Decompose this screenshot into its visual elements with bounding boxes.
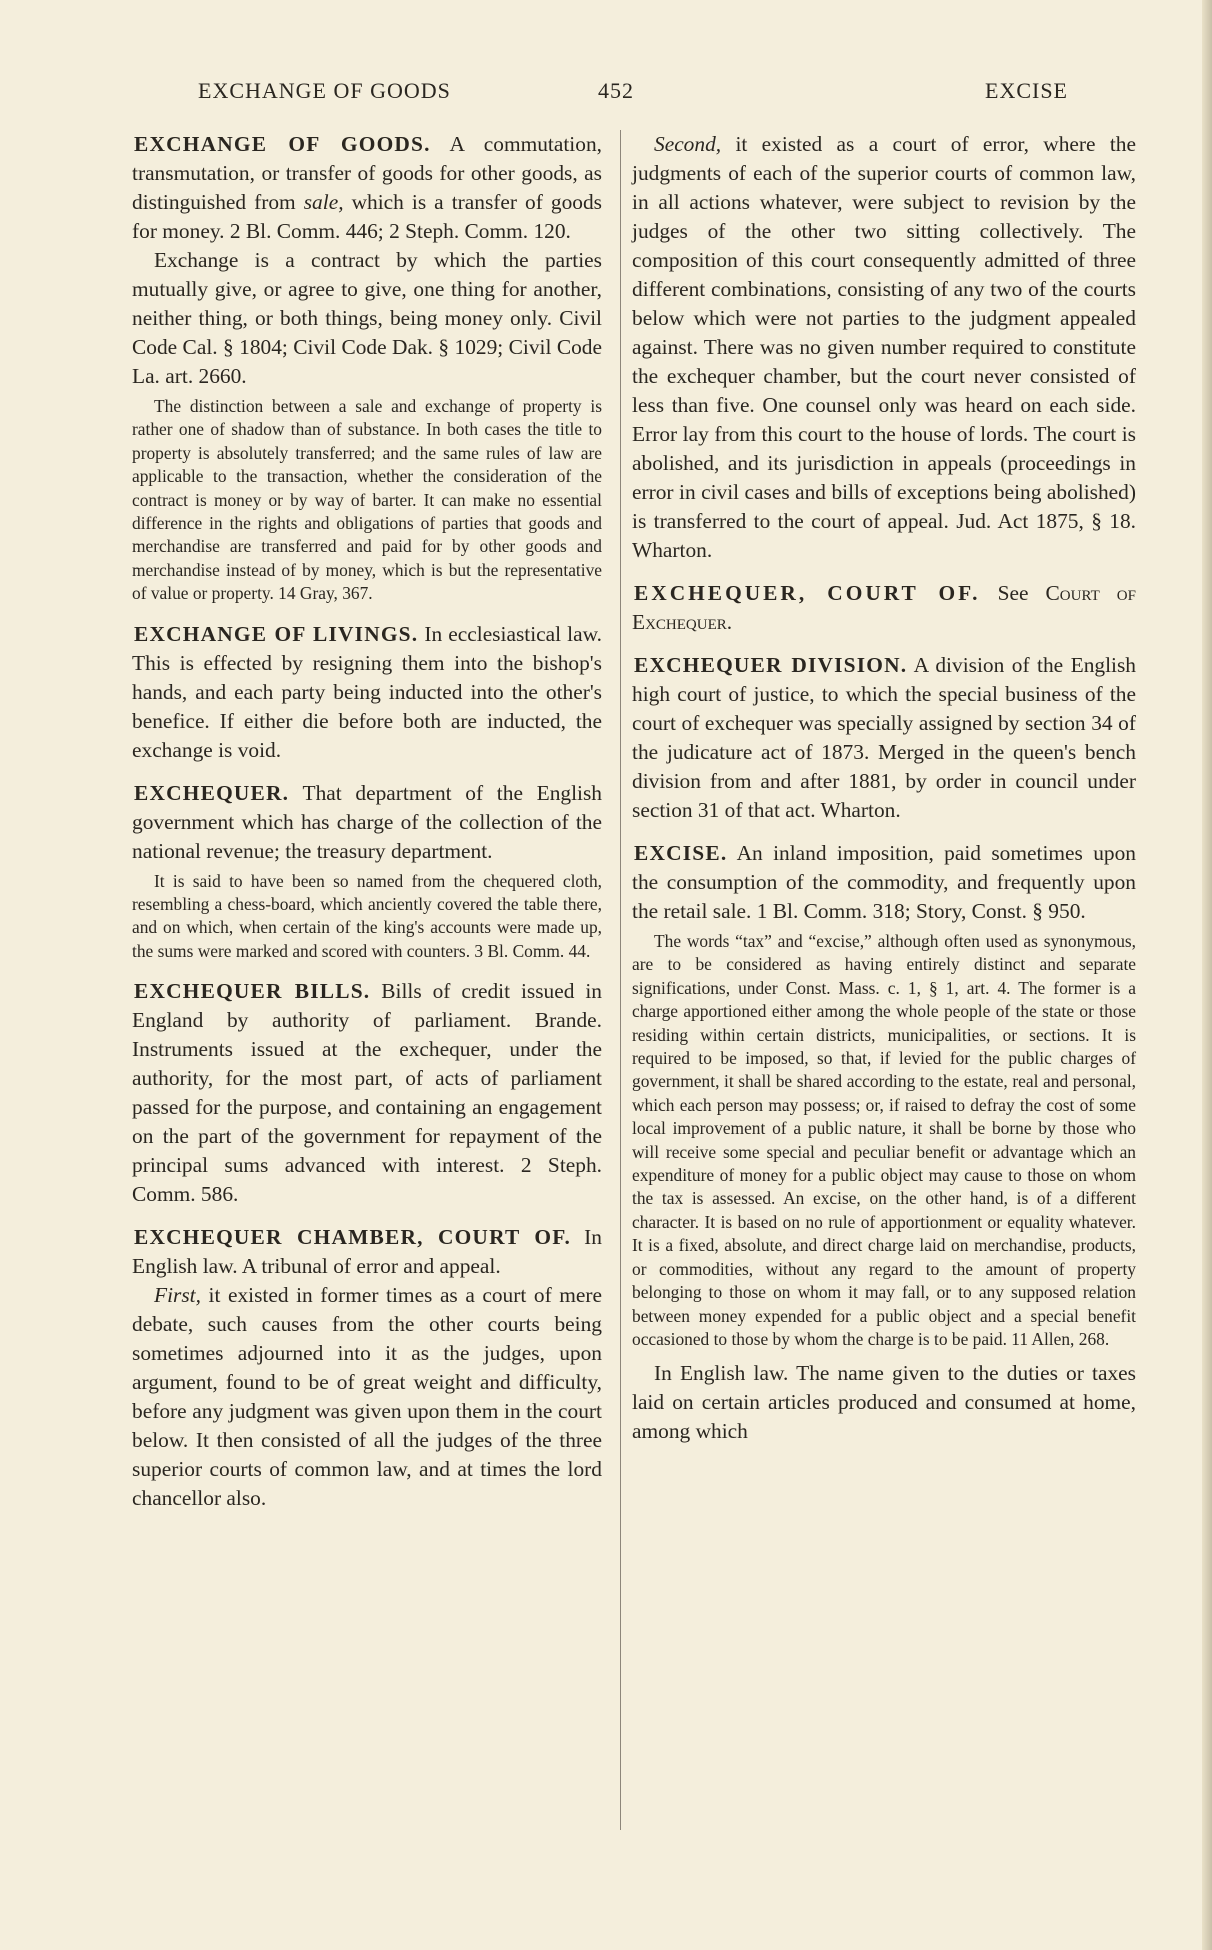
page-number: 452 <box>598 78 634 103</box>
entry-paragraph <box>632 130 1136 565</box>
running-header <box>150 78 1080 108</box>
entry-headword: EXCHEQUER. <box>134 780 290 805</box>
entry-text: A division of the English high court of justice, to which the special business of the court of exchequer was specially assigned by section 34 of the judicature act of 1873. Merged in the queen's bench division from and after 1881, by order in council under section 31 of that act. Wharton. <box>632 653 1137 822</box>
entry-text: it existed as a court of error, where the judgments of each of the superior courts of common law, in all actions whatever, were subject to revision by the judges of the other two sitting collectively. The composition of this court consequently admitted of three different combinations, consisting of any two of the courts below which were not parties to the judgment appealed against. There was no given number required to constitute the exchequer chamber, but the court never consisted of less than five. One counsel only was heard on each side. Error lay from this court to the house of lords. The court is abolished, and its jurisdiction in appeals (proceedings in error in civil cases and bills of exceptions being abolished) is transferred to the court of appeal. Jud. Act 1875, § 18. Wharton. <box>632 132 1136 562</box>
entry-paragraph <box>632 579 1136 637</box>
entry-note <box>132 395 602 606</box>
note-text: The words “tax” and “excise,” although often used as synonymous, are to be considered as having entirely distinct and separate significations, under Const. Mass. c. 1, § 1, art. 4. The former is a charge apportioned either among the whole people of the state or those residing within certain districts, municipalities, or sections. It is required to be imposed, so that, if levied for the public charges of government, it shall be shared according to the estate, real and personal, which each person may possess; or, if raised to defray the cost of some local improvement of a public nature, it shall be borne by those who will receive some special and peculiar benefit or advantage which an expenditure of money for a public object may cause to those on whom the tax is assessed. An excise, on the other hand, is of a different character. It is based on no rule of apportionment or equality whatever. It is a fixed, absolute, and direct charge laid on merchandise, products, or commodities, without any regard to the amount of property belonging to those on whom it may fall, or to any supposed relation between money expended for a public object and a special benefit occasioned to those by whom the charge is to be paid. 11 Allen, 268. <box>632 931 1136 1349</box>
entry-paragraph: In English law. The name given to the duties or taxes laid on certain articles produced and consumed at home, among which <box>632 1361 1136 1444</box>
note-text: The distinction between a sale and exchange of property is rather one of shadow than of substance. In both cases the title to property is absolutely transferred; and the same rules of law are applicable to the transaction, whether the consideration of the contract is money or by way of barter. It can make no essential difference in the rights and obligations of parties that goods and merchandise are transferred and paid for by other goods and merchandise instead of by money, which is but the representative of value or property. 14 Gray, 367. <box>132 396 602 604</box>
entry-headword: EXCHEQUER CHAMBER, COURT OF. <box>134 1225 572 1250</box>
entry-paragraph <box>132 1281 602 1513</box>
entry-text: An inland imposition, paid sometimes upon the consumption of the commodity, and frequently upon the retail sale. 1 Bl. Comm. 318; Story, Const. § 950. <box>632 841 1136 923</box>
entry-exchequer-court-of <box>632 579 1136 637</box>
cross-reference: Court of Exchequer. <box>632 581 1136 634</box>
entry-text: In ecclesiastical law. This is effected by resigning them into the bishop's hands, and each party being inducted into the other's benefice. If either die before both are inducted, the exchange is void. <box>132 621 602 762</box>
entry-text: Bills of credit issued in England by authority of parliament. Brande. Instruments issued at the exchequer, under the authority, for the most part, of acts of parliament passed for the purpose, and containing an engagement on the part of the government for repayment of the principal sums advanced with interest. 2 Steph. Comm. 586. <box>132 979 602 1207</box>
entry-headword: EXCHANGE OF GOODS. <box>134 132 431 156</box>
note-text: It is said to have been so named from the chequered cloth, resembling a chess-board, which anciently covered the table there, and on which, when certain of the king's accounts were made up, the sums were marked and scored with counters. 3 Bl. Comm. 44. <box>132 870 602 961</box>
entry-text: See <box>980 581 1046 605</box>
entry-headword: EXCHEQUER, COURT OF. <box>634 581 981 605</box>
entry-exchequer-chamber <box>132 1223 602 1513</box>
left-column <box>132 130 602 1513</box>
header-left-term: EXCHANGE OF GOODS <box>198 78 451 103</box>
entry-note <box>132 870 602 964</box>
page-edge-shadow <box>1202 0 1212 1950</box>
entry-paragraph <box>632 651 1136 825</box>
entry-exchange-of-livings <box>132 620 602 765</box>
entry-exchange-of-goods <box>132 130 602 606</box>
column-divider <box>620 130 621 1830</box>
entry-italic: sale, <box>303 190 344 214</box>
entry-text: A commutation, transmutation, or transfer of goods for other goods, as distinguished from <box>132 132 602 214</box>
entry-exchequer-chamber-cont <box>632 130 1136 565</box>
entry-text: which is a transfer of goods for money. 2 Bl. Comm. 446; 2 Steph. Comm. 120. <box>132 190 602 243</box>
right-column <box>632 130 1136 1446</box>
entry-paragraph <box>132 779 602 866</box>
entry-headword: EXCHANGE OF LIVINGS. <box>134 621 419 646</box>
entry-italic: Second, <box>654 132 722 156</box>
entry-paragraph <box>132 977 602 1209</box>
entry-exchequer <box>132 779 602 964</box>
entry-note <box>632 930 1136 1351</box>
entry-excise <box>632 839 1136 1446</box>
entry-headword: EXCHEQUER BILLS. <box>134 979 371 1004</box>
entry-headword: EXCISE. <box>634 841 728 865</box>
entry-italic: First, <box>154 1283 201 1308</box>
entry-headword: EXCHEQUER DIVISION. <box>634 653 908 677</box>
entry-exchequer-bills <box>132 977 602 1209</box>
entry-paragraph: Exchange is a contract by which the parties mutually give, or agree to give, one thing for another, neither thing, or both things, being money only. Civil Code Cal. § 1804; Civil Code Dak. § 1029; Civil Code La. art. 2660. <box>132 248 602 388</box>
entry-text: it existed in former times as a court of mere debate, such causes from the other courts being sometimes adjourned into it as the judges, upon argument, found to be of great weight and difficulty, before any judgment was given upon them in the court below. It then consisted of all the judges of the three superior courts of common law, and at times the lord chancellor also. <box>132 1283 602 1511</box>
entry-exchequer-division <box>632 651 1136 825</box>
entry-paragraph <box>632 839 1136 926</box>
header-right-term: EXCISE <box>985 78 1068 103</box>
entry-paragraph <box>132 1223 602 1281</box>
entry-paragraph <box>132 130 602 246</box>
entry-text: That department of the English government which has charge of the collection of the national revenue; the treasury department. <box>132 780 602 863</box>
entry-paragraph <box>132 620 602 765</box>
entry-text: In English law. A tribunal of error and appeal. <box>132 1225 602 1279</box>
